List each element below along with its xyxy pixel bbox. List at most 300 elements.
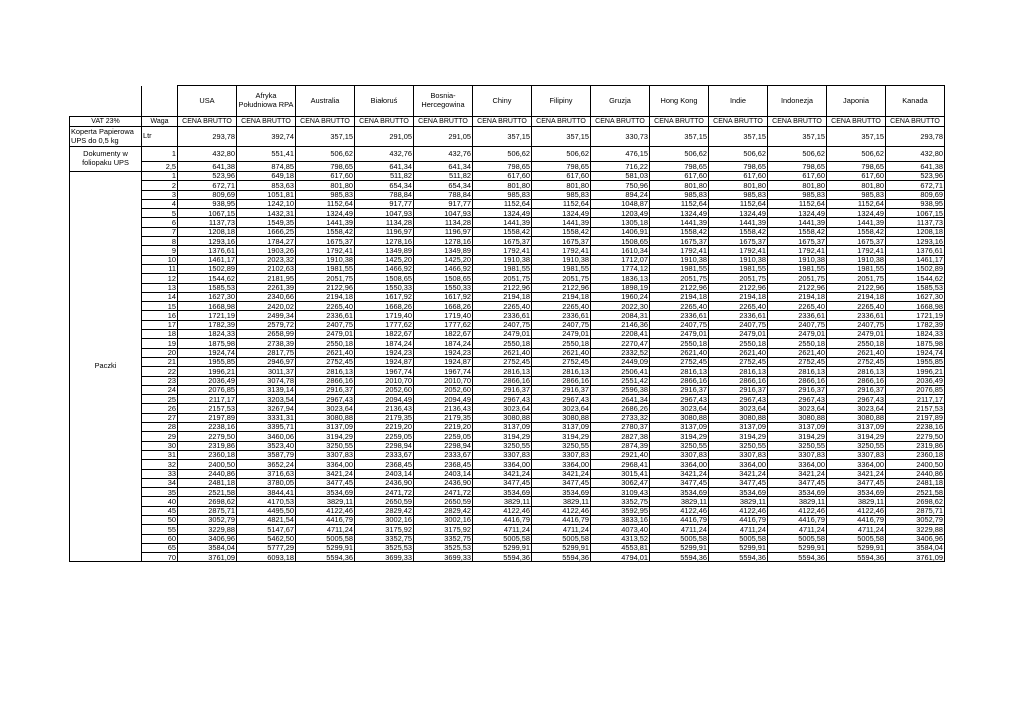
price-cell: 3052,79 xyxy=(178,515,237,524)
price-cell: 2479,01 xyxy=(768,330,827,339)
price-cell: 3331,31 xyxy=(237,413,296,422)
price-cell: 985,83 xyxy=(296,190,355,199)
price-cell: 2967,43 xyxy=(827,395,886,404)
price-cell: 1152,64 xyxy=(296,199,355,208)
weight-cell: 2,5 xyxy=(142,162,178,172)
price-cell: 617,60 xyxy=(650,172,709,181)
price-cell: 1721,19 xyxy=(178,311,237,320)
table-row xyxy=(70,506,945,515)
price-cell: 1675,37 xyxy=(532,237,591,246)
price-cell: 1824,33 xyxy=(886,330,945,339)
price-cell: 1792,41 xyxy=(296,246,355,255)
price-cell: 2076,85 xyxy=(178,385,237,394)
price-cell: 1544,62 xyxy=(886,274,945,283)
price-cell: 4495,50 xyxy=(237,506,296,515)
price-cell: 2298,94 xyxy=(355,441,414,450)
price-cell: 3250,55 xyxy=(296,441,355,450)
price-cell: 3534,69 xyxy=(650,488,709,497)
price-cell: 1051,81 xyxy=(237,190,296,199)
price-cell: 809,69 xyxy=(886,190,945,199)
price-cell: 809,69 xyxy=(178,190,237,199)
price-cell: 716,22 xyxy=(591,162,650,172)
weight-cell: 12 xyxy=(142,274,178,283)
price-cell: 798,65 xyxy=(296,162,355,172)
price-cell: 1425,20 xyxy=(355,255,414,264)
price-cell: 1502,89 xyxy=(178,264,237,273)
price-cell: 985,83 xyxy=(768,190,827,199)
price-cell: 4821,54 xyxy=(237,515,296,524)
price-cell: 4122,46 xyxy=(768,506,827,515)
table-row xyxy=(70,172,945,181)
price-cell: 985,83 xyxy=(473,190,532,199)
price-cell: 1910,38 xyxy=(296,255,355,264)
price-cell: 3023,64 xyxy=(650,404,709,413)
price-cell: 291,05 xyxy=(355,127,414,147)
price-cell: 2916,37 xyxy=(827,385,886,394)
price-cell: 506,62 xyxy=(473,147,532,162)
price-cell: 1558,42 xyxy=(532,227,591,236)
price-cell: 1196,97 xyxy=(355,227,414,236)
country-header: Białoruś xyxy=(355,86,414,117)
price-cell: 2157,53 xyxy=(178,404,237,413)
price-cell: 2816,13 xyxy=(709,367,768,376)
price-cell: 1293,16 xyxy=(178,237,237,246)
table-row xyxy=(70,478,945,487)
price-cell: 3364,00 xyxy=(473,460,532,469)
price-cell: 3584,04 xyxy=(886,543,945,552)
price-cell: 2551,42 xyxy=(591,376,650,385)
price-cell: 2816,13 xyxy=(296,367,355,376)
table-row xyxy=(70,302,945,311)
price-cell: 3194,29 xyxy=(768,432,827,441)
weight-cell: 9 xyxy=(142,246,178,255)
price-cell: 2084,31 xyxy=(591,311,650,320)
price-cell: 938,95 xyxy=(178,199,237,208)
price-cell: 3137,09 xyxy=(827,423,886,432)
price-cell: 2479,01 xyxy=(473,330,532,339)
price-cell: 3364,00 xyxy=(709,460,768,469)
price-cell: 2194,18 xyxy=(768,292,827,301)
price-cell: 2521,58 xyxy=(886,488,945,497)
price-cell: 2752,45 xyxy=(650,357,709,366)
price-cell: 2436,90 xyxy=(414,478,473,487)
price-cell: 3023,64 xyxy=(296,404,355,413)
price-cell: 2816,13 xyxy=(768,367,827,376)
price-cell: 1981,55 xyxy=(296,264,355,273)
price-cell: 1558,42 xyxy=(473,227,532,236)
price-cell: 641,34 xyxy=(355,162,414,172)
weight-cell: 23 xyxy=(142,376,178,385)
category-paczki: Paczki xyxy=(70,172,142,562)
price-cell: 1048,87 xyxy=(591,199,650,208)
price-cell: 3477,45 xyxy=(709,478,768,487)
price-cell: 357,15 xyxy=(650,127,709,147)
price-cell: 3780,05 xyxy=(237,478,296,487)
price-cell: 2194,18 xyxy=(709,292,768,301)
price-cell: 2866,16 xyxy=(650,376,709,385)
price-cell: 3364,00 xyxy=(827,460,886,469)
price-cell: 1441,39 xyxy=(768,218,827,227)
price-cell: 2967,43 xyxy=(473,395,532,404)
price-cell: 1550,33 xyxy=(414,283,473,292)
price-cell: 2866,16 xyxy=(296,376,355,385)
price-cell: 4122,46 xyxy=(709,506,768,515)
price-cell: 3080,88 xyxy=(650,413,709,422)
price-cell: 1824,33 xyxy=(178,330,237,339)
price-cell: 2051,75 xyxy=(709,274,768,283)
price-cell: 2051,75 xyxy=(296,274,355,283)
price-cell: 2036,49 xyxy=(886,376,945,385)
price-cell: 1466,92 xyxy=(355,264,414,273)
price-cell: 2621,40 xyxy=(768,348,827,357)
price-subheader: CENA BRUTTO xyxy=(709,117,768,127)
price-cell: 801,80 xyxy=(768,181,827,190)
price-cell: 2752,45 xyxy=(296,357,355,366)
price-cell: 2875,71 xyxy=(178,506,237,515)
price-cell: 3229,88 xyxy=(178,525,237,534)
price-cell: 1668,98 xyxy=(886,302,945,311)
price-cell: 2916,37 xyxy=(473,385,532,394)
price-cell: 1406,91 xyxy=(591,227,650,236)
price-cell: 985,83 xyxy=(532,190,591,199)
table-row xyxy=(70,348,945,357)
price-cell: 1508,65 xyxy=(414,274,473,283)
price-cell: 3250,55 xyxy=(650,441,709,450)
table-row xyxy=(70,162,945,172)
weight-cell: 29 xyxy=(142,432,178,441)
price-cell: 2400,50 xyxy=(178,460,237,469)
weight-cell: 16 xyxy=(142,311,178,320)
price-cell: 2336,61 xyxy=(473,311,532,320)
weight-cell: Ltr xyxy=(142,127,178,147)
price-cell: 654,34 xyxy=(355,181,414,190)
price-cell: 4416,79 xyxy=(709,515,768,524)
price-cell: 2550,18 xyxy=(768,339,827,348)
price-cell: 1550,33 xyxy=(355,283,414,292)
price-cell: 1627,30 xyxy=(886,292,945,301)
price-cell: 2010,70 xyxy=(414,376,473,385)
price-cell: 2621,40 xyxy=(532,348,591,357)
price-cell: 3534,69 xyxy=(709,488,768,497)
price-cell: 798,65 xyxy=(650,162,709,172)
price-cell: 1502,89 xyxy=(886,264,945,273)
price-cell: 1305,18 xyxy=(591,218,650,227)
price-cell: 1910,38 xyxy=(709,255,768,264)
price-cell: 2265,40 xyxy=(296,302,355,311)
price-cell: 2471,72 xyxy=(414,488,473,497)
price-cell: 1675,37 xyxy=(768,237,827,246)
price-cell: 3175,92 xyxy=(355,525,414,534)
price-subheader: CENA BRUTTO xyxy=(591,117,650,127)
price-cell: 2968,41 xyxy=(591,460,650,469)
price-cell: 1558,42 xyxy=(768,227,827,236)
price-cell: 5005,58 xyxy=(768,534,827,543)
price-cell: 2122,96 xyxy=(473,283,532,292)
weight-cell: 11 xyxy=(142,264,178,273)
table-row xyxy=(70,441,945,450)
price-cell: 1777,62 xyxy=(414,320,473,329)
price-cell: 3062,47 xyxy=(591,478,650,487)
price-cell: 1278,16 xyxy=(414,237,473,246)
weight-cell: 55 xyxy=(142,525,178,534)
price-cell: 3002,16 xyxy=(414,515,473,524)
price-cell: 4122,46 xyxy=(296,506,355,515)
price-cell: 2333,67 xyxy=(414,450,473,459)
price-cell: 3833,16 xyxy=(591,515,650,524)
table-row xyxy=(70,218,945,227)
price-cell: 357,15 xyxy=(296,127,355,147)
price-cell: 2752,45 xyxy=(827,357,886,366)
price-cell: 1466,92 xyxy=(414,264,473,273)
price-cell: 3652,24 xyxy=(237,460,296,469)
price-cell: 1067,15 xyxy=(178,209,237,218)
weight-cell: 5 xyxy=(142,209,178,218)
price-cell: 2621,40 xyxy=(296,348,355,357)
price-cell: 5594,36 xyxy=(709,553,768,562)
price-cell: 511,82 xyxy=(355,172,414,181)
price-cell: 3844,41 xyxy=(237,488,296,497)
price-cell: 798,65 xyxy=(827,162,886,172)
price-cell: 432,76 xyxy=(355,147,414,162)
table-row xyxy=(70,432,945,441)
country-header: Hong Kong xyxy=(650,86,709,117)
price-cell: 1152,64 xyxy=(709,199,768,208)
price-cell: 1508,65 xyxy=(355,274,414,283)
price-cell: 985,83 xyxy=(709,190,768,199)
country-header: Gruzja xyxy=(591,86,650,117)
price-cell: 3137,09 xyxy=(296,423,355,432)
price-cell: 917,77 xyxy=(355,199,414,208)
price-cell: 1324,49 xyxy=(650,209,709,218)
price-cell: 1047,93 xyxy=(355,209,414,218)
price-cell: 506,62 xyxy=(650,147,709,162)
price-cell: 2403,14 xyxy=(414,469,473,478)
price-cell: 654,34 xyxy=(414,181,473,190)
table-row xyxy=(70,127,945,147)
price-cell: 617,60 xyxy=(532,172,591,181)
price-cell: 1822,67 xyxy=(355,330,414,339)
price-cell: 3534,69 xyxy=(532,488,591,497)
price-cell: 3023,64 xyxy=(827,404,886,413)
price-cell: 3829,11 xyxy=(296,497,355,506)
price-cell: 3421,24 xyxy=(768,469,827,478)
price-cell: 3352,75 xyxy=(414,534,473,543)
price-cell: 2407,75 xyxy=(296,320,355,329)
price-subheader: CENA BRUTTO xyxy=(355,117,414,127)
price-cell: 1792,41 xyxy=(650,246,709,255)
price-cell: 2916,37 xyxy=(768,385,827,394)
price-cell: 1558,42 xyxy=(296,227,355,236)
weight-cell: 18 xyxy=(142,330,178,339)
price-cell: 1924,23 xyxy=(355,348,414,357)
price-cell: 1875,98 xyxy=(178,339,237,348)
price-cell: 1208,18 xyxy=(178,227,237,236)
table-row xyxy=(70,274,945,283)
price-cell: 2550,18 xyxy=(827,339,886,348)
price-cell: 3364,00 xyxy=(296,460,355,469)
price-cell: 1293,16 xyxy=(886,237,945,246)
price-cell: 2506,41 xyxy=(591,367,650,376)
country-header: Indonezja xyxy=(768,86,827,117)
price-cell: 1278,16 xyxy=(355,237,414,246)
price-cell: 5005,58 xyxy=(532,534,591,543)
price-cell: 2921,40 xyxy=(591,450,650,459)
price-cell: 3194,29 xyxy=(296,432,355,441)
price-cell: 3307,83 xyxy=(532,450,591,459)
price-cell: 1675,37 xyxy=(473,237,532,246)
price-cell: 1047,93 xyxy=(414,209,473,218)
price-cell: 3307,83 xyxy=(768,450,827,459)
price-cell: 291,05 xyxy=(414,127,473,147)
price-cell: 3250,55 xyxy=(709,441,768,450)
price-cell: 2400,50 xyxy=(886,460,945,469)
weight-cell: 65 xyxy=(142,543,178,552)
price-cell: 3194,29 xyxy=(532,432,591,441)
price-cell: 4711,24 xyxy=(296,525,355,534)
price-cell: 1836,13 xyxy=(591,274,650,283)
price-cell: 3352,75 xyxy=(591,497,650,506)
price-cell: 2117,17 xyxy=(886,395,945,404)
table-row xyxy=(70,181,945,190)
price-cell: 1675,37 xyxy=(650,237,709,246)
price-cell: 1675,37 xyxy=(827,237,886,246)
price-cell: 3023,64 xyxy=(532,404,591,413)
weight-cell: 7 xyxy=(142,227,178,236)
price-cell: 1627,30 xyxy=(178,292,237,301)
price-cell: 4711,24 xyxy=(532,525,591,534)
table-row xyxy=(70,283,945,292)
weight-cell: 34 xyxy=(142,478,178,487)
price-cell: 3194,29 xyxy=(827,432,886,441)
price-cell: 2238,16 xyxy=(886,423,945,432)
category-dokumenty: Dokumenty w foliopaku UPS xyxy=(70,147,142,172)
price-cell: 4073,40 xyxy=(591,525,650,534)
price-cell: 1910,38 xyxy=(650,255,709,264)
price-cell: 3109,43 xyxy=(591,488,650,497)
price-cell: 3421,24 xyxy=(473,469,532,478)
price-cell: 1981,55 xyxy=(650,264,709,273)
weight-cell: 60 xyxy=(142,534,178,543)
price-cell: 1152,64 xyxy=(827,199,886,208)
price-cell: 2197,89 xyxy=(178,413,237,422)
price-cell: 1668,98 xyxy=(178,302,237,311)
price-cell: 2360,18 xyxy=(886,450,945,459)
weight-cell: 20 xyxy=(142,348,178,357)
price-cell: 2752,45 xyxy=(709,357,768,366)
price-cell: 2332,52 xyxy=(591,348,650,357)
weight-cell: 19 xyxy=(142,339,178,348)
price-cell: 1910,38 xyxy=(768,255,827,264)
price-cell: 2479,01 xyxy=(827,330,886,339)
price-cell: 357,15 xyxy=(768,127,827,147)
price-cell: 2698,62 xyxy=(178,497,237,506)
price-cell: 3175,92 xyxy=(414,525,473,534)
price-cell: 1924,74 xyxy=(178,348,237,357)
price-cell: 6093,18 xyxy=(237,553,296,562)
price-cell: 2022,30 xyxy=(591,302,650,311)
table-row xyxy=(70,543,945,552)
country-header: USA xyxy=(178,86,237,117)
header-row xyxy=(70,86,945,117)
price-cell: 2650,59 xyxy=(414,497,473,506)
price-cell: 3761,09 xyxy=(178,553,237,562)
price-cell: 2916,37 xyxy=(650,385,709,394)
price-cell: 1324,49 xyxy=(709,209,768,218)
price-cell: 1549,35 xyxy=(237,218,296,227)
price-cell: 4711,24 xyxy=(650,525,709,534)
price-cell: 1903,26 xyxy=(237,246,296,255)
price-cell: 4711,24 xyxy=(473,525,532,534)
price-cell: 1719,40 xyxy=(355,311,414,320)
table-row xyxy=(70,488,945,497)
price-cell: 3534,69 xyxy=(296,488,355,497)
price-cell: 1324,49 xyxy=(296,209,355,218)
price-cell: 1996,21 xyxy=(178,367,237,376)
price-cell: 3761,09 xyxy=(886,553,945,562)
price-cell: 5594,36 xyxy=(827,553,886,562)
price-cell: 3080,88 xyxy=(768,413,827,422)
price-cell: 2117,17 xyxy=(178,395,237,404)
price-cell: 1617,92 xyxy=(414,292,473,301)
price-cell: 3023,64 xyxy=(709,404,768,413)
price-cell: 2179,35 xyxy=(355,413,414,422)
table-row xyxy=(70,423,945,432)
price-cell: 2621,40 xyxy=(827,348,886,357)
price-cell: 3421,24 xyxy=(650,469,709,478)
price-cell: 2440,86 xyxy=(886,469,945,478)
price-cell: 1981,55 xyxy=(768,264,827,273)
weight-cell: 1 xyxy=(142,147,178,162)
price-cell: 5594,36 xyxy=(768,553,827,562)
price-cell: 1585,53 xyxy=(886,283,945,292)
price-cell: 801,80 xyxy=(650,181,709,190)
weight-cell: 50 xyxy=(142,515,178,524)
price-cell: 2051,75 xyxy=(473,274,532,283)
price-cell: 1324,49 xyxy=(532,209,591,218)
price-cell: 2449,09 xyxy=(591,357,650,366)
price-cell: 523,96 xyxy=(886,172,945,181)
price-cell: 5005,58 xyxy=(827,534,886,543)
price-cell: 1558,42 xyxy=(650,227,709,236)
price-cell: 1924,87 xyxy=(355,357,414,366)
price-cell: 1981,55 xyxy=(532,264,591,273)
price-cell: 3584,04 xyxy=(178,543,237,552)
price-cell: 3307,83 xyxy=(473,450,532,459)
price-cell: 3829,11 xyxy=(768,497,827,506)
price-cell: 2270,47 xyxy=(591,339,650,348)
price-subheader: CENA BRUTTO xyxy=(650,117,709,127)
price-cell: 2122,96 xyxy=(768,283,827,292)
price-cell: 3395,71 xyxy=(237,423,296,432)
price-cell: 5005,58 xyxy=(709,534,768,543)
price-cell: 2967,43 xyxy=(768,395,827,404)
price-cell: 2136,43 xyxy=(414,404,473,413)
price-cell: 2052,60 xyxy=(414,385,473,394)
price-cell: 1981,55 xyxy=(709,264,768,273)
price-cell: 672,71 xyxy=(886,181,945,190)
price-cell: 1134,28 xyxy=(355,218,414,227)
price-cell: 1558,42 xyxy=(827,227,886,236)
price-cell: 3267,94 xyxy=(237,404,296,413)
country-header: Filipiny xyxy=(532,86,591,117)
price-cell: 3250,55 xyxy=(768,441,827,450)
price-cell: 2874,39 xyxy=(591,441,650,450)
price-cell: 2261,39 xyxy=(237,283,296,292)
price-cell: 1774,12 xyxy=(591,264,650,273)
price-cell: 3137,09 xyxy=(532,423,591,432)
price-cell: 3307,83 xyxy=(650,450,709,459)
price-cell: 2259,05 xyxy=(355,432,414,441)
